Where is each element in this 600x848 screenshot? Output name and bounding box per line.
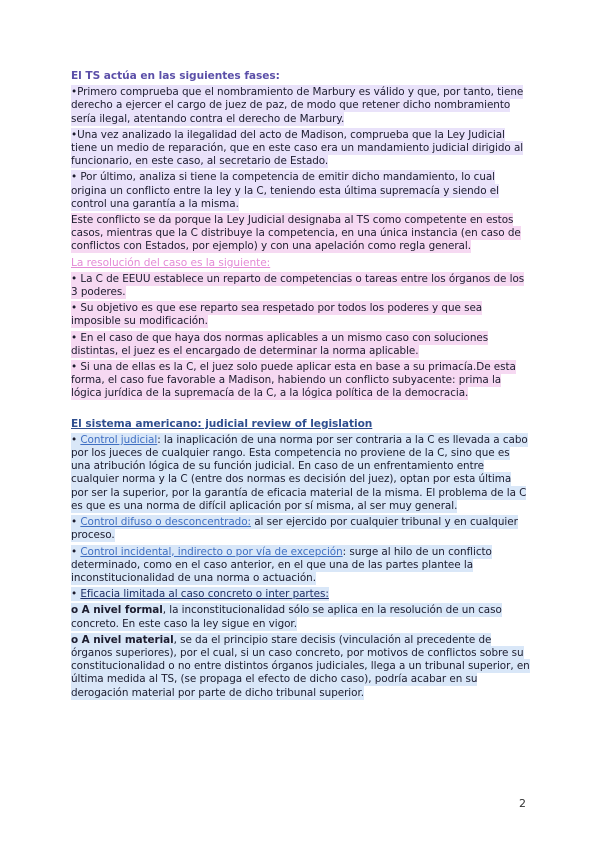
section3-item-4-term: Eficacia limitada al caso concreto o inter partes: [80, 588, 329, 601]
document-page [71, 70, 531, 703]
section-gap [71, 404, 531, 418]
section3-paragraph-heading [71, 418, 531, 431]
section3-item-4-highlight [71, 587, 329, 601]
section3-formal-highlight [71, 603, 502, 630]
section1-conflict [71, 214, 531, 254]
section3-item-3-term: Control incidental, indirecto o por vía de excepción [80, 545, 343, 558]
section3-material-highlight [71, 633, 530, 700]
section3-item-2-highlight [71, 515, 518, 542]
section2-paragraph-heading [71, 257, 531, 270]
section2-bullet-3 [71, 332, 531, 358]
section1-bullet-1 [71, 86, 531, 126]
section3-formal-lead: o A nivel formal [71, 604, 163, 617]
section2-bullet-1-text: • La C de EEUU establece un reparto de competencias o tareas entre los órganos de los 3 poderes. [71, 272, 525, 299]
section3-item-3-text: : surge al hilo de un conflicto determinado, como en el caso anterior, en el que una de las partes plantee la inconstitucionalidad de una norma o actuación. [71, 545, 492, 584]
section3-item-4-bullet: • [71, 588, 81, 601]
section3-item-3-highlight [71, 545, 492, 585]
section3-material [71, 634, 531, 700]
section2-bullet-2-text: • Su objetivo es que ese reparto sea respetado por todos los poderes y que sea imposible su modificación. [71, 302, 483, 328]
section3-item-1-text: : la inaplicación de una norma por ser contraria a la C es llevada a cabo por los jueces de cualquier rango. Esta competencia no proviene de la C, sino que es una atribución lógica de su función judicial. En caso de un enfrentamiento entre cualquier norma y la C (entre dos normas es decisión del juez), optan por esta última por ser la superior, por la garantía de eficacia material de la misma. El problema de la C es que es una norma de difícil aplicación por sí misma, al ser muy general. [71, 433, 528, 512]
section2-heading: La resolución del caso es la siguiente: [71, 256, 271, 269]
section3-item-2-term: Control difuso o desconcentrado: [80, 516, 251, 529]
section1-paragraph-heading [71, 70, 531, 83]
section3-item-1-bullet: • [71, 433, 81, 446]
section2-bullet-4 [71, 361, 531, 401]
section3-item-1-highlight [71, 433, 528, 513]
section3-item-2-bullet: • [71, 516, 81, 529]
section1-bullet-2 [71, 129, 531, 169]
section2-bullet-3-text: • En el caso de que haya dos normas aplicables a un mismo caso con soluciones distintas, el juez es el encargado de determinar la norma aplicable. [71, 331, 489, 357]
section1-bullet-3 [71, 171, 531, 211]
section3-item-1 [71, 434, 531, 513]
section2-bullet-4-text: • Si una de ellas es la C, el juez solo puede aplicar esta en base a su primacía.De esta forma, el caso fue favorable a Madison, habiendo un conflicto subyacente: prima la lógica jurídica de la supremacía de la C, a la lógica política de la democracia. [71, 361, 516, 400]
section1-bullet-2-text: •Una vez analizado la ilegalidad del acto de Madison, comprueba que la Ley Judicial tiene un medio de reparación, que en este caso era un mandamiento judicial dirigido al funcionario, en este caso, al secretario de Estado. [71, 128, 524, 168]
section1-bullet-1-text: •Primero comprueba que el nombramiento de Marbury es válido y que, por tanto, tiene derecho a ejercer el cargo de juez de paz, de modo que retener dicho nombramiento sería ilegal, atentando contra el derecho de Marbury. [71, 86, 524, 125]
section1-bullet-3-text: • Por último, analiza si tiene la competencia de emitir dicho mandamiento, lo cual origina un conflicto entre la ley y la C, teniendo esta última supremacía y siendo el control una garantía a la misma. [71, 171, 499, 210]
section3-item-2 [71, 516, 531, 542]
section3-formal [71, 604, 531, 630]
section1-heading: El TS actúa en las siguientes fases: [71, 70, 280, 82]
section3-item-4 [71, 588, 531, 601]
page-number: 2 [519, 797, 526, 810]
section3-material-lead: o A nivel material [71, 633, 174, 646]
section2-bullet-1 [71, 273, 531, 299]
section3-item-3-bullet: • [71, 545, 81, 558]
section3-formal-text: , la inconstitucionalidad sólo se aplica en la resolución de un caso concreto. En este caso la ley sigue en vigor. [71, 604, 502, 630]
section3-item-1-term: Control judicial [80, 433, 158, 446]
section3-item-3 [71, 546, 531, 586]
section3-heading: El sistema americano: judicial review of legislation [71, 417, 373, 430]
section3-material-text: , se da el principio stare decisis (vinculación al precedente de órganos superiores), por el cual, si un caso concreto, por motivos de conflictos sobre su constitucionalidad o no entre distintos órganos judiciales, llega a un tribunal superior, en última medida al TS, (se propaga el efecto de dicho caso), podría acabar en su derogación material por parte de dicho tribunal superior. [71, 633, 530, 699]
section1-conflict-text: Este conflicto se da porque la Ley Judicial designaba al TS como competente en estos casos, mientras que la C distribuye la competencia, en una única instancia (en caso de conflictos con Estados, por ejemplo) y con una apelación como regla general. [71, 214, 521, 253]
section2-bullet-2 [71, 302, 531, 328]
section3-item-2-text: al ser ejercido por cualquier tribunal y en cualquier proceso. [71, 516, 518, 542]
